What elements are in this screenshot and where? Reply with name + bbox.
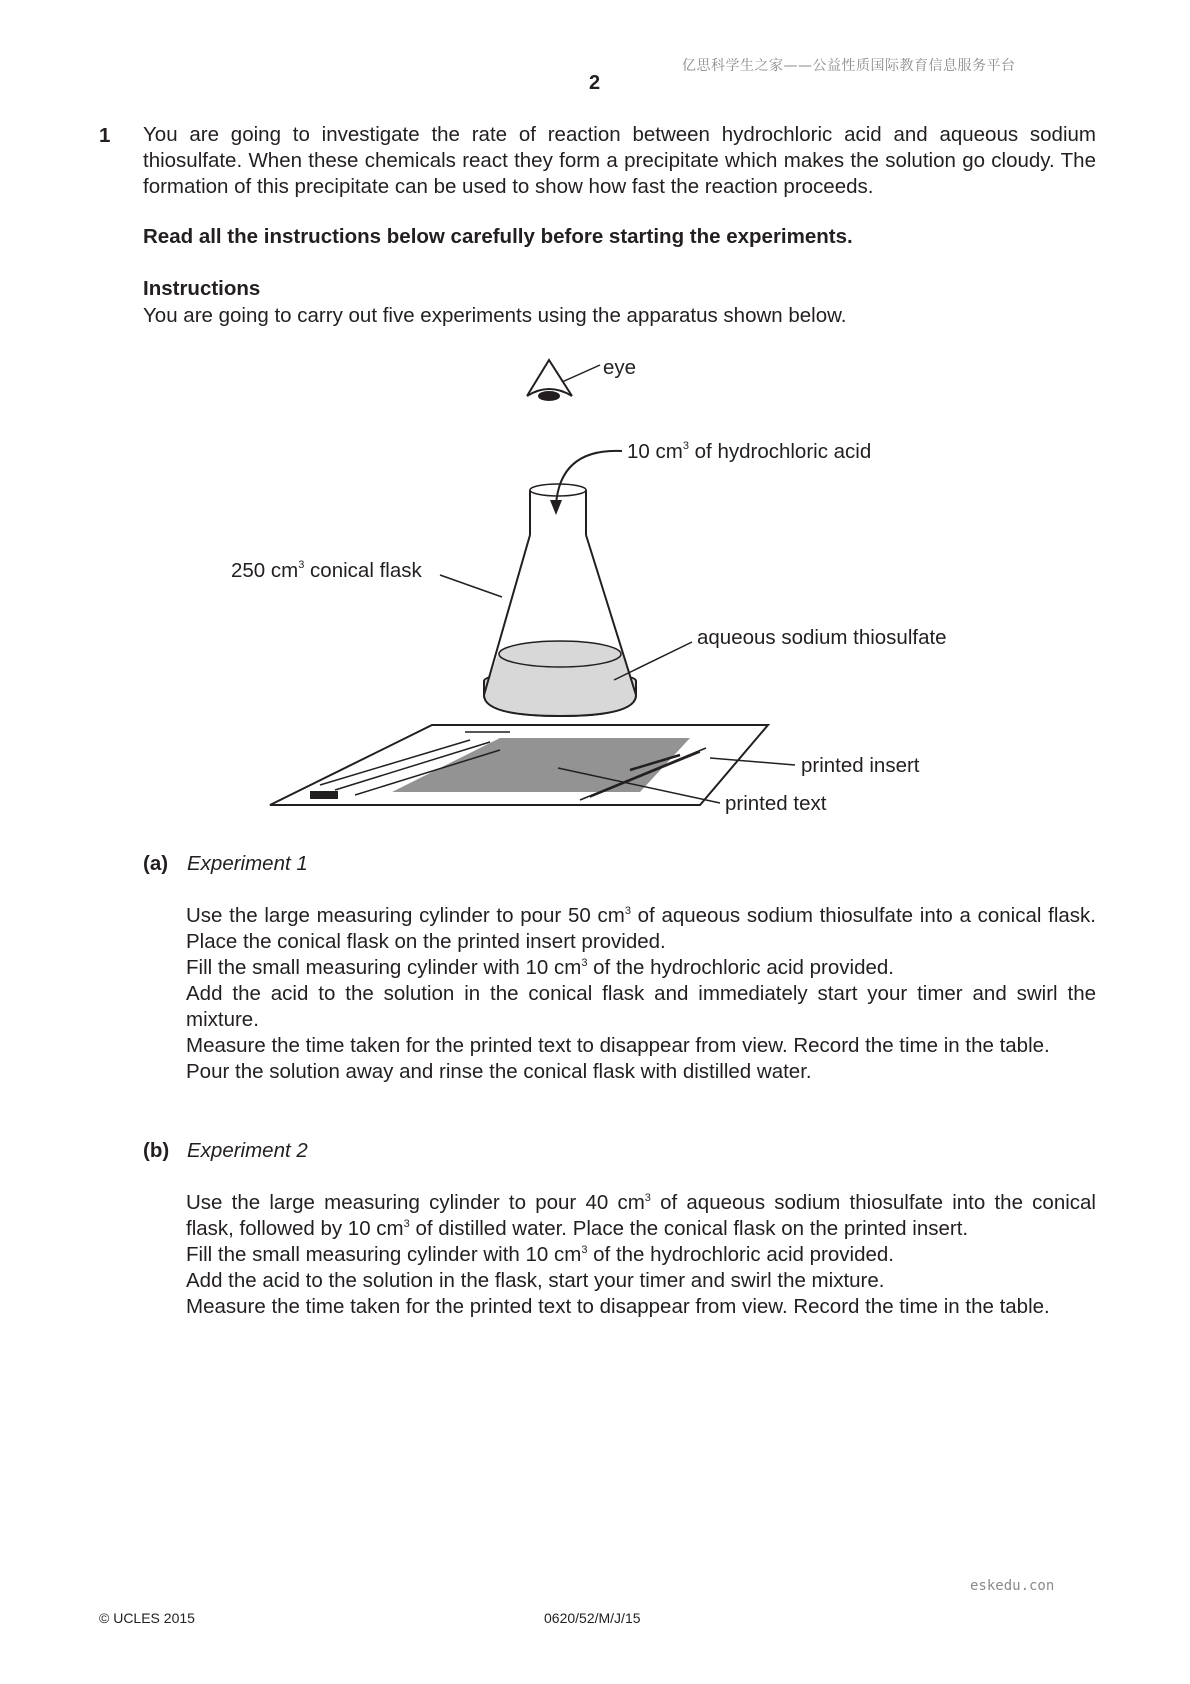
part-a-line-4: Measure the time taken for the printed text to disappear from view. Record the time in the table. bbox=[186, 1034, 1050, 1057]
part-b-line-3: Add the acid to the solution in the flask, start your timer and swirl the mixture. bbox=[186, 1269, 885, 1292]
page-number: 2 bbox=[589, 72, 601, 94]
question-number: 1 bbox=[99, 124, 111, 147]
label-printed-insert: printed insert bbox=[801, 754, 920, 777]
part-b-body bbox=[186, 1190, 1096, 1320]
label-thiosulfate: aqueous sodium thiosulfate bbox=[697, 626, 947, 649]
label-eye: eye bbox=[603, 356, 637, 379]
question-intro: You are going to investigate the rate of reaction between hydrochloric acid and aqueous sodium thiosulfate. When these chemicals react they form a precipitate which makes the solution go cloudy. The formation of this precipitate can be used to show how fast the reaction proceeds. bbox=[143, 123, 1096, 198]
label-acid: 10 $cm^3$ of hydrochloric acid bbox=[627, 440, 872, 463]
footer-code: 0620/52/M/J/15 bbox=[544, 1610, 641, 1626]
part-a-label: (a) bbox=[143, 852, 169, 875]
label-printed-text: printed text bbox=[725, 792, 827, 815]
instructions-heading: Instructions bbox=[143, 277, 261, 300]
part-b-line-2: Fill the small measuring cylinder with 10 $cm^3$ of the hydrochloric acid provided. bbox=[186, 1243, 894, 1266]
conical-flask bbox=[466, 484, 636, 716]
part-a-body bbox=[186, 903, 1096, 1085]
part-b-title: Experiment 2 bbox=[187, 1139, 308, 1162]
instructions-text: You are going to carry out five experiments using the apparatus shown below. bbox=[143, 304, 847, 327]
apparatus-diagram bbox=[0, 0, 1190, 840]
part-a-line-5: Pour the solution away and rinse the conical flask with distilled water. bbox=[186, 1060, 812, 1083]
part-a-line-1: Use the large measuring cylinder to pour 50 $cm^3$ of aqueous sodium thiosulfate into a conical flask. Place the conical flask on the printed insert provided. bbox=[186, 904, 1096, 953]
footer-copyright: © UCLES 2015 bbox=[99, 1610, 195, 1626]
read-all-instruction: Read all the instructions below carefully before starting the experiments. bbox=[143, 225, 853, 248]
part-b-line-1: Use the large measuring cylinder to pour 40 $cm^3$ of aqueous sodium thiosulfate into the conical flask, followed by 10 $cm^3$ of distilled water. Place the conical flask on the printed insert. bbox=[186, 1191, 1096, 1240]
printed-insert bbox=[270, 725, 768, 805]
eye-icon bbox=[527, 360, 600, 400]
part-b-label: (b) bbox=[143, 1139, 170, 1162]
part-a-line-2: Fill the small measuring cylinder with 10 $cm^3$ of the hydrochloric acid provided. bbox=[186, 956, 894, 979]
footer-watermark: eskedu.con bbox=[970, 1578, 1055, 1594]
part-a-title: Experiment 1 bbox=[187, 852, 308, 875]
part-b-line-4: Measure the time taken for the printed text to disappear from view. Record the time in the table. bbox=[186, 1295, 1050, 1318]
part-a-line-3: Add the acid to the solution in the conical flask and immediately start your timer and swirl the mixture. bbox=[186, 982, 1096, 1031]
header-watermark: 亿思科学生之家——公益性质国际教育信息服务平台 bbox=[682, 58, 1016, 74]
label-flask: 250 $cm^3$ conical flask bbox=[231, 559, 422, 582]
